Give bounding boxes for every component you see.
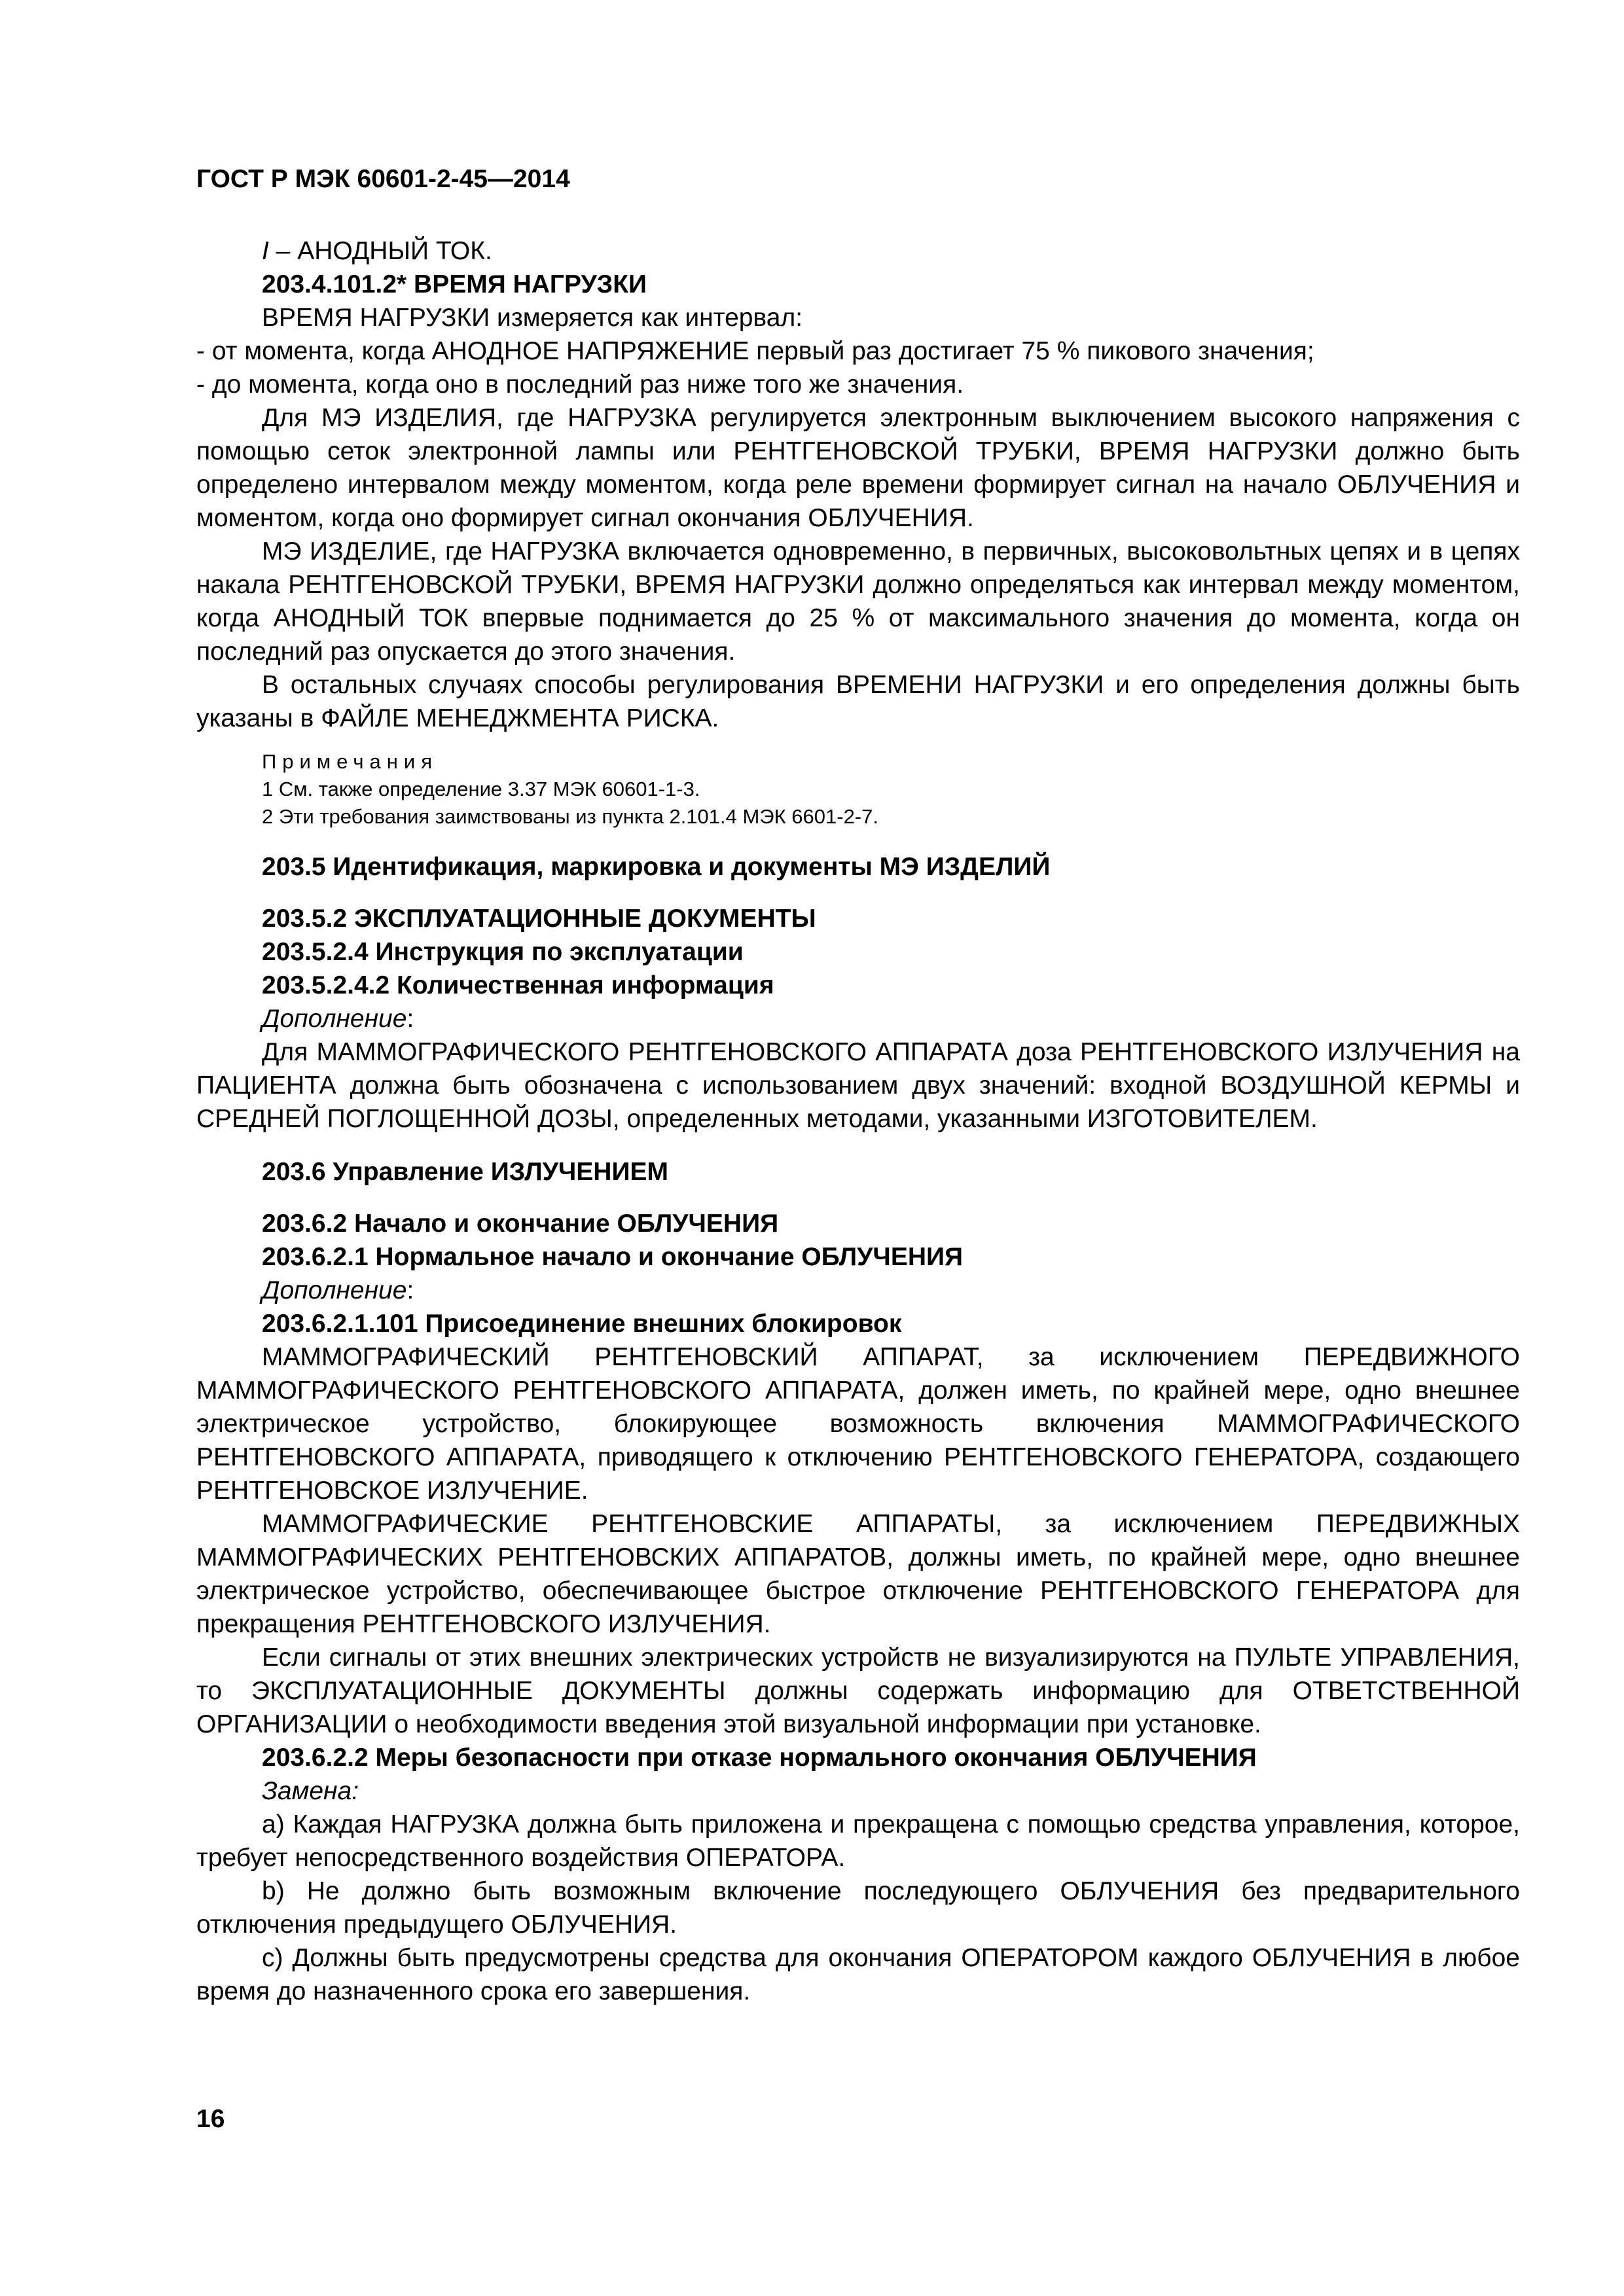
paragraph: Для МЭ ИЗДЕЛИЯ, где НАГРУЗКА регулируется электронным выключением высокого напряжения с помощью сеток электронной лампы или РЕНТГЕНОВСКОЙ ТРУБКИ, ВРЕМЯ НАГРУЗКИ должно быть определено интервалом между моментом, когда реле времени формирует сигнал на начало ОБЛУЧЕНИЯ и моментом, когда оно формирует сигнал окончания ОБЛУЧЕНИЯ. [196, 404, 1520, 532]
symbol-definition [196, 234, 1520, 268]
heading-203-5-2: 203.5.2 ЭКСПЛУАТАЦИОННЫЕ ДОКУМЕНТЫ [262, 905, 816, 933]
paragraph: В остальных случаях способы регулирования ВРЕМЕНИ НАГРУЗКИ и его определения должны быть указаны в ФАЙЛЕ МЕНЕДЖМЕНТА РИСКА. [196, 671, 1520, 732]
item-b: b) Не должно быть возможным включение последующего ОБЛУЧЕНИЯ без предварительного отключения предыдущего ОБЛУЧЕНИЯ. [196, 1877, 1520, 1939]
symbol-text: – АНОДНЫЙ ТОК. [268, 237, 492, 265]
heading-203-4-101-2: 203.4.101.2* ВРЕМЯ НАГРУЗКИ [262, 270, 647, 298]
addition-label [196, 1274, 1520, 1307]
heading-203-5: 203.5 Идентификация, маркировка и документы МЭ ИЗДЕЛИЙ [262, 853, 1051, 881]
colon: : [406, 1276, 414, 1304]
paragraph: МЭ ИЗДЕЛИЕ, где НАГРУЗКА включается одновременно, в первичных, высоковольтных цепях и в цепях накала РЕНТГЕНОВСКОЙ ТРУБКИ, ВРЕМЯ НАГРУЗКИ должно определяться как интервал между моментом, когда АНОДНЫЙ ТОК впервые поднимается до 25 % от максимального значения до момента, когда он последний раз опускается до этого значения. [196, 537, 1520, 666]
heading-203-6-2-2: 203.6.2.2 Меры безопасности при отказе нормального окончания ОБЛУЧЕНИЯ [262, 1744, 1257, 1772]
paragraph: МАММОГРАФИЧЕСКИЙ РЕНТГЕНОВСКИЙ АППАРАТ, за исключением ПЕРЕДВИЖНОГО МАММОГРАФИЧЕСКОГО РЕНТГЕНОВСКОГО АППАРАТА, должен иметь, по крайней мере, одно внешнее электрическое устройство, блокирующее возможность включения МАММОГРАФИЧЕСКОГО РЕНТГЕНОВСКОГО АППАРАТА, приводящего к отключению РЕНТГЕНОВСКОГО ГЕНЕРАТОРА, создающего РЕНТГЕНОВСКОЕ ИЗЛУЧЕНИЕ. [196, 1343, 1520, 1505]
list-item: - от момента, когда АНОДНОЕ НАПРЯЖЕНИЕ первый раз достигает 75 % пикового значения; [196, 337, 1314, 365]
standard-designation: ГОСТ Р МЭК 60601-2-45—2014 [196, 165, 570, 193]
symbol: I [262, 237, 269, 265]
notes-block [196, 748, 1520, 831]
item-a: а) Каждая НАГРУЗКА должна быть приложена и прекращена с помощью средства управления, которое, требует непосредственного воздействия ОПЕРАТОРА. [196, 1810, 1520, 1872]
heading-203-6: 203.6 Управление ИЗЛУЧЕНИЕМ [262, 1158, 668, 1186]
heading-203-6-2-1-101: 203.6.2.1.101 Присоединение внешних блокировок [262, 1310, 902, 1338]
heading-203-5-2-4-2: 203.5.2.4.2 Количественная информация [262, 971, 774, 999]
document-body [196, 234, 1520, 2008]
heading-203-6-2-1: 203.6.2.1 Нормальное начало и окончание ОБЛУЧЕНИЯ [262, 1243, 964, 1271]
replacement-label: Замена: [262, 1777, 359, 1805]
list-item: - до момента, когда оно в последний раз ниже того же значения. [196, 370, 964, 399]
addition-word: Дополнение [262, 1276, 407, 1304]
page-number: 16 [196, 2105, 225, 2133]
note: 2 Эти требования заимствованы из пункта 2.101.4 МЭК 6601-2-7. [262, 805, 878, 828]
item-c: с) Должны быть предусмотрены средства для окончания ОПЕРАТОРОМ каждого ОБЛУЧЕНИЯ в любое время до назначенного срока его завершения. [196, 1944, 1520, 2005]
addition-word: Дополнение [262, 1005, 407, 1033]
paragraph: МАММОГРАФИЧЕСКИЕ РЕНТГЕНОВСКИЕ АППАРАТЫ, за исключением ПЕРЕДВИЖНЫХ МАММОГРАФИЧЕСКИХ РЕНТГЕНОВСКИХ АППАРАТОВ, должны иметь, по крайней мере, одно внешнее электрическое устройство, обеспечивающее быстрое отключение РЕНТГЕНОВСКОГО ГЕНЕРАТОРА для прекращения РЕНТГЕНОВСКОГО ИЗЛУЧЕНИЯ. [196, 1510, 1520, 1638]
addition-label [196, 1002, 1520, 1035]
note: 1 См. также определение 3.37 МЭК 60601-1-3. [262, 778, 700, 800]
notes-title: Примечания [262, 750, 438, 773]
paragraph: Если сигналы от этих внешних электрических устройств не визуализируются на ПУЛЬТЕ УПРАВЛЕНИЯ, то ЭКСПЛУАТАЦИОННЫЕ ДОКУМЕНТЫ должны содержать информацию для ОТВЕТСТВЕННОЙ ОРГАНИЗАЦИИ о необходимости введения этой визуальной информации при установке. [196, 1643, 1520, 1738]
heading-203-5-2-4: 203.5.2.4 Инструкция по эксплуатации [262, 938, 744, 966]
paragraph: Для МАММОГРАФИЧЕСКОГО РЕНТГЕНОВСКОГО АППАРАТА доза РЕНТГЕНОВСКОГО ИЗЛУЧЕНИЯ на ПАЦИЕНТА должна быть обозначена с использованием двух значений: входной ВОЗДУШНОЙ КЕРМЫ и СРЕДНЕЙ ПОГЛОЩЕННОЙ ДОЗЫ, определенных методами, указанными ИЗГОТОВИТЕЛЕМ. [196, 1038, 1520, 1133]
heading-203-6-2: 203.6.2 Начало и окончание ОБЛУЧЕНИЯ [262, 1210, 779, 1238]
colon: : [406, 1005, 414, 1033]
paragraph: ВРЕМЯ НАГРУЗКИ измеряется как интервал: [262, 304, 803, 332]
